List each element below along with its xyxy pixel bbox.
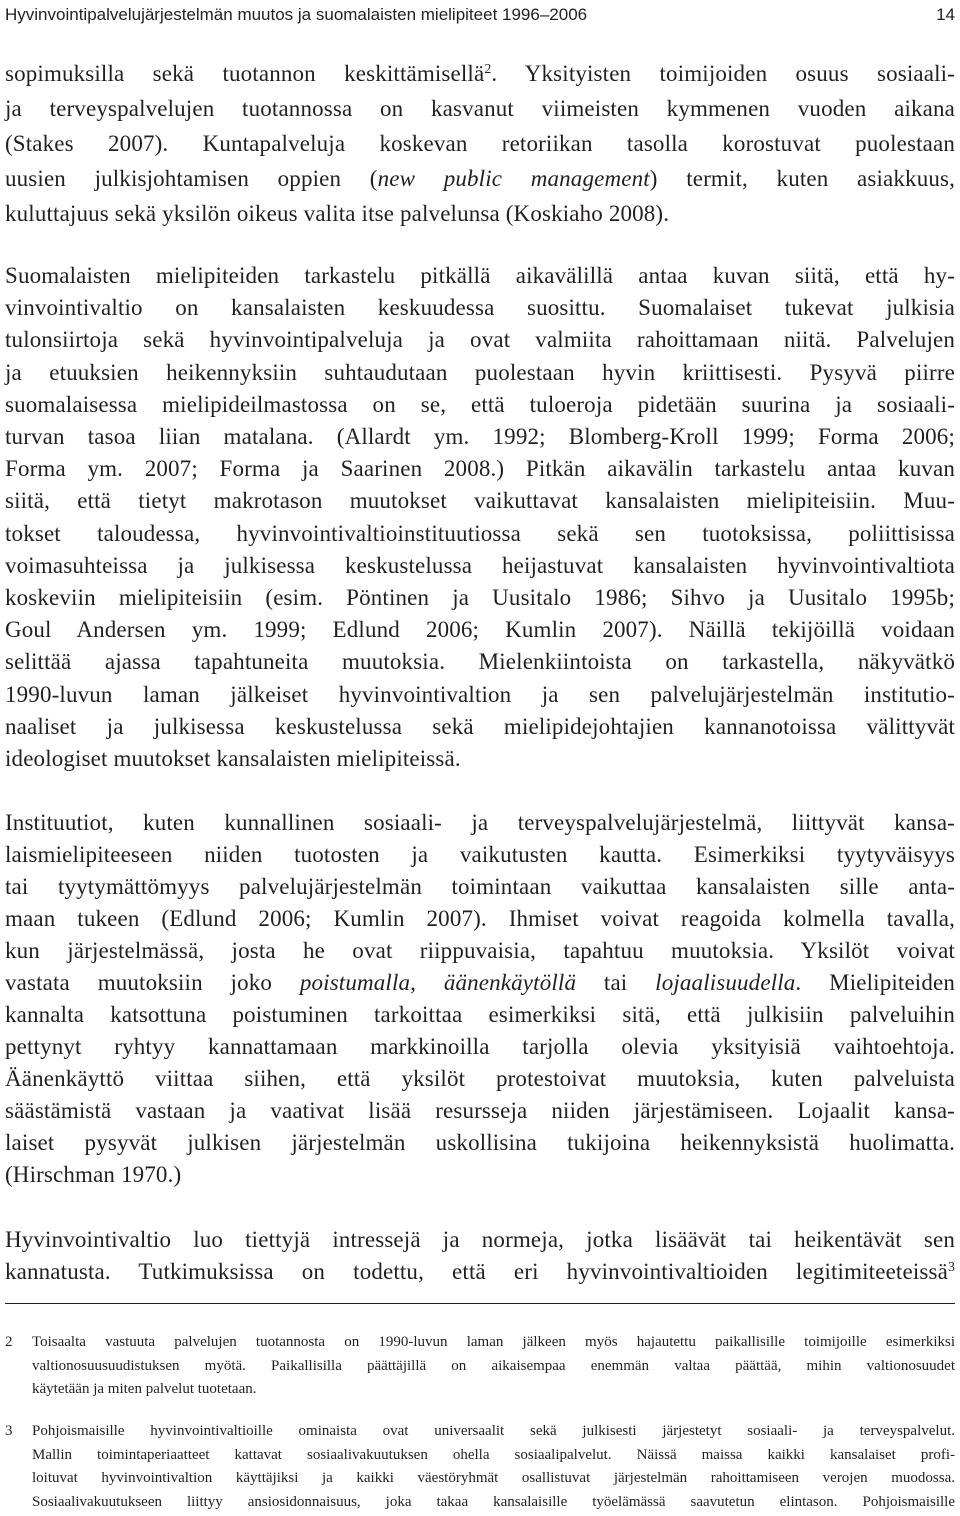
text-line: Instituutiot, kuten kunnallinen sosiaali- ja terveyspalvelujärjestelmä, liittyvät kansa- [5,810,955,835]
body-paragraph-3 [5,807,955,1191]
text-line: kannatusta. Tutkimuksissa on todettu, että eri hyvinvointivaltioiden legitimiteeteissä$^3$ [5,1258,955,1284]
body-paragraph-4 [5,1224,955,1288]
text-line: uusien julkisjohtamisen oppien (new public management) termit, kuten asiakkuus, [5,166,955,191]
text-line: (Stakes 2007). Kuntapalveluja koskevan retoriikan tasolla korostuvat puolestaan [5,131,955,156]
text-line: turvan tasoa liian matalana. (Allardt ym. 1992; Blomberg-Kroll 1999; Forma 2006; [5,424,955,450]
body-paragraph-1 [5,56,955,231]
footnote-3-text [32,1420,955,1514]
text-line: pettynyt ryhtyy kannattamaan markkinoilla tarjolla olevia yksityisiä vaihtoehtoja. [5,1034,955,1059]
text-line: valtionosuusuudistuksen myötä. Paikallisilla päättäjillä on aikaisempaa enemmän valtaa päättää, mihin valtionosuudet [32,1357,955,1374]
footnote-2-text [32,1331,955,1402]
italic-term: new public management [377,166,650,191]
running-title: Hyvinvointipalvelujärjestelmän muutos ja suomalaisten mielipiteet 1996–2006 [5,5,588,24]
text-line: sopimuksilla sekä tuotannon keskittämisellä$^2$. Yksityisten toimijoiden osuus sosiaali- [5,60,955,86]
text-line: kannalta katsottuna poistuminen tarkoittaa esimerkiksi sitä, että julkisiin palveluihin [5,1002,955,1027]
footnote-reference: 2 [484,60,492,76]
footnote-2-number: 2 [5,1334,13,1350]
text-line: säästämistä vastaan ja vaativat lisää resursseja niiden järjestämiseen. Lojaalit kansa- [5,1098,955,1123]
text-line: tokset taloudessa, hyvinvointivaltioinstituutiossa sekä sen tuotoksissa, poliittisissa [5,520,955,546]
text-line: Forma ym. 2007; Forma ja Saarinen 2008.) Pitkän aikavälin tarkastelu antaa kuvan [5,456,955,482]
footnote-3 [5,1420,955,1514]
text-line: laiset pysyvät julkisen järjestelmän uskollisina tukijoina heikennyksistä huolimatta. [5,1130,955,1155]
text-line: Toisaalta vastuuta palvelujen tuotannosta on 1990-luvun laman jälkeen myös hajautettu paikallisille toimijoille esimerkiksi [32,1334,955,1350]
text-line: Suomalaisten mielipiteiden tarkastelu pitkällä aikavälillä antaa kuvan siitä, että hy- [5,263,955,288]
text-line: kun järjestelmässä, josta he ovat riippuvaisia, tapahtuu muutoksia. Yksilöt voivat [5,938,955,963]
footnote-2 [5,1331,955,1402]
text-line: naaliset ja julkisessa keskustelussa sekä mielipidejohtajien kannanotoissa välittyvät [5,713,955,739]
text-line: laismielipiteeseen niiden tuotosten ja vaikutusten kautta. Esimerkiksi tyytyväisyys [5,842,955,867]
running-header [5,4,955,26]
text-line: käytetään ja miten palvelut tuotetaan. [32,1381,257,1397]
text-line: ideologiset muutokset kansalaisten mielipiteissä. [5,746,461,772]
footnote-reference: 3 [947,1258,955,1274]
text-line: vinvointivaltio on kansalaisten keskuudessa suosittu. Suomalaiset tukevat julkisia [5,295,955,321]
text-line: 1990-luvun laman jälkeiset hyvinvointivaltion ja sen palvelujärjestelmän institutio- [5,681,955,707]
text-line: (Hirschman 1970.) [5,1162,182,1187]
text-line: koskeviin mielipiteisiin (esim. Pöntinen ja Uusitalo 1986; Sihvo ja Uusitalo 1995b; [5,585,955,611]
text-line: maan tukeen (Edlund 2006; Kumlin 2007). Ihmiset voivat reagoida kolmella tavalla, [5,906,955,931]
footnote-separator [5,1303,955,1304]
text-line: Goul Andersen ym. 1999; Edlund 2006; Kumlin 2007). Näillä tekijöillä voidaan [5,617,955,643]
text-line: kuluttajuus sekä yksilön oikeus valita itse palvelunsa (Koskiaho 2008). [5,201,670,226]
text-line: tai tyytymättömyys palvelujärjestelmän toimintaan vaikuttaa kansalaisten sille anta- [5,874,955,899]
italic-term: lojaalisuudella [655,970,796,995]
footnote-3-number: 3 [5,1423,13,1439]
text-line: tulonsiirtoja sekä hyvinvointipalveluja ja ovat valmiita rahoittamaan niitä. Palvelujen [5,327,955,353]
text-line: voimasuhteissa ja julkisessa keskustelussa heijastuvat kansalaisten hyvinvointivaltiota [5,552,955,578]
italic-term: poistumalla, äänenkäytöllä [299,970,577,995]
text-line: loituvat hyvinvointivaltion käyttäjiksi ja kaikki väestöryhmät osallistuvat järjestelmän rahoittamiseen verojen muodossa. [32,1470,955,1486]
page-number: 14 [936,5,955,24]
text-line: ja etuuksien heikennyksiin suhtaudutaan puolestaan hyvin kriittisesti. Pysyvä piirre [5,359,955,385]
body-paragraph-2 [5,260,955,775]
text-line: Hyvinvointivaltio luo tiettyjä intressejä ja normeja, jotka lisäävät tai heikentävät sen [5,1227,955,1252]
text-line: suomalaisessa mielipideilmastossa on se, että tuloeroja pidetään suurina ja sosiaali- [5,391,955,417]
text-line: selittää ajassa tapahtuneita muutoksia. Mielenkiintoista on tarkastella, näkyvätkö [5,649,955,675]
text-line: Mallin toimintaperiaatteet kattavat sosiaalivakuutuksen ohella sosiaalipalvelut. Näissä maissa kaikki kansalaiset profi- [32,1446,955,1463]
text-line: vastata muutoksiin joko poistumalla, äänenkäytöllä tai lojaalisuudella. Mielipiteiden [5,970,956,995]
text-line: Sosiaalivakuutukseen liittyy ansiosidonnaisuus, joka takaa kansalaisille työelämässä saavutetun elintason. Pohjoismaisille [32,1493,955,1510]
text-line: siitä, että tietyt makrotason muutokset vaikuttavat kansalaisten mielipiteisiin. Muu- [5,488,955,514]
text-line: ja terveyspalvelujen tuotannossa on kasvanut viimeisten kymmenen vuoden aikana [5,96,955,121]
text-line: Äänenkäyttö viittaa siihen, että yksilöt protestoivat muutoksia, kuten palveluista [5,1066,955,1091]
text-line: Pohjoismaisille hyvinvointivaltioille ominaista ovat universaalit sekä julkisesti järjestetyt sosiaali- ja terveyspalvelut. [32,1423,955,1439]
